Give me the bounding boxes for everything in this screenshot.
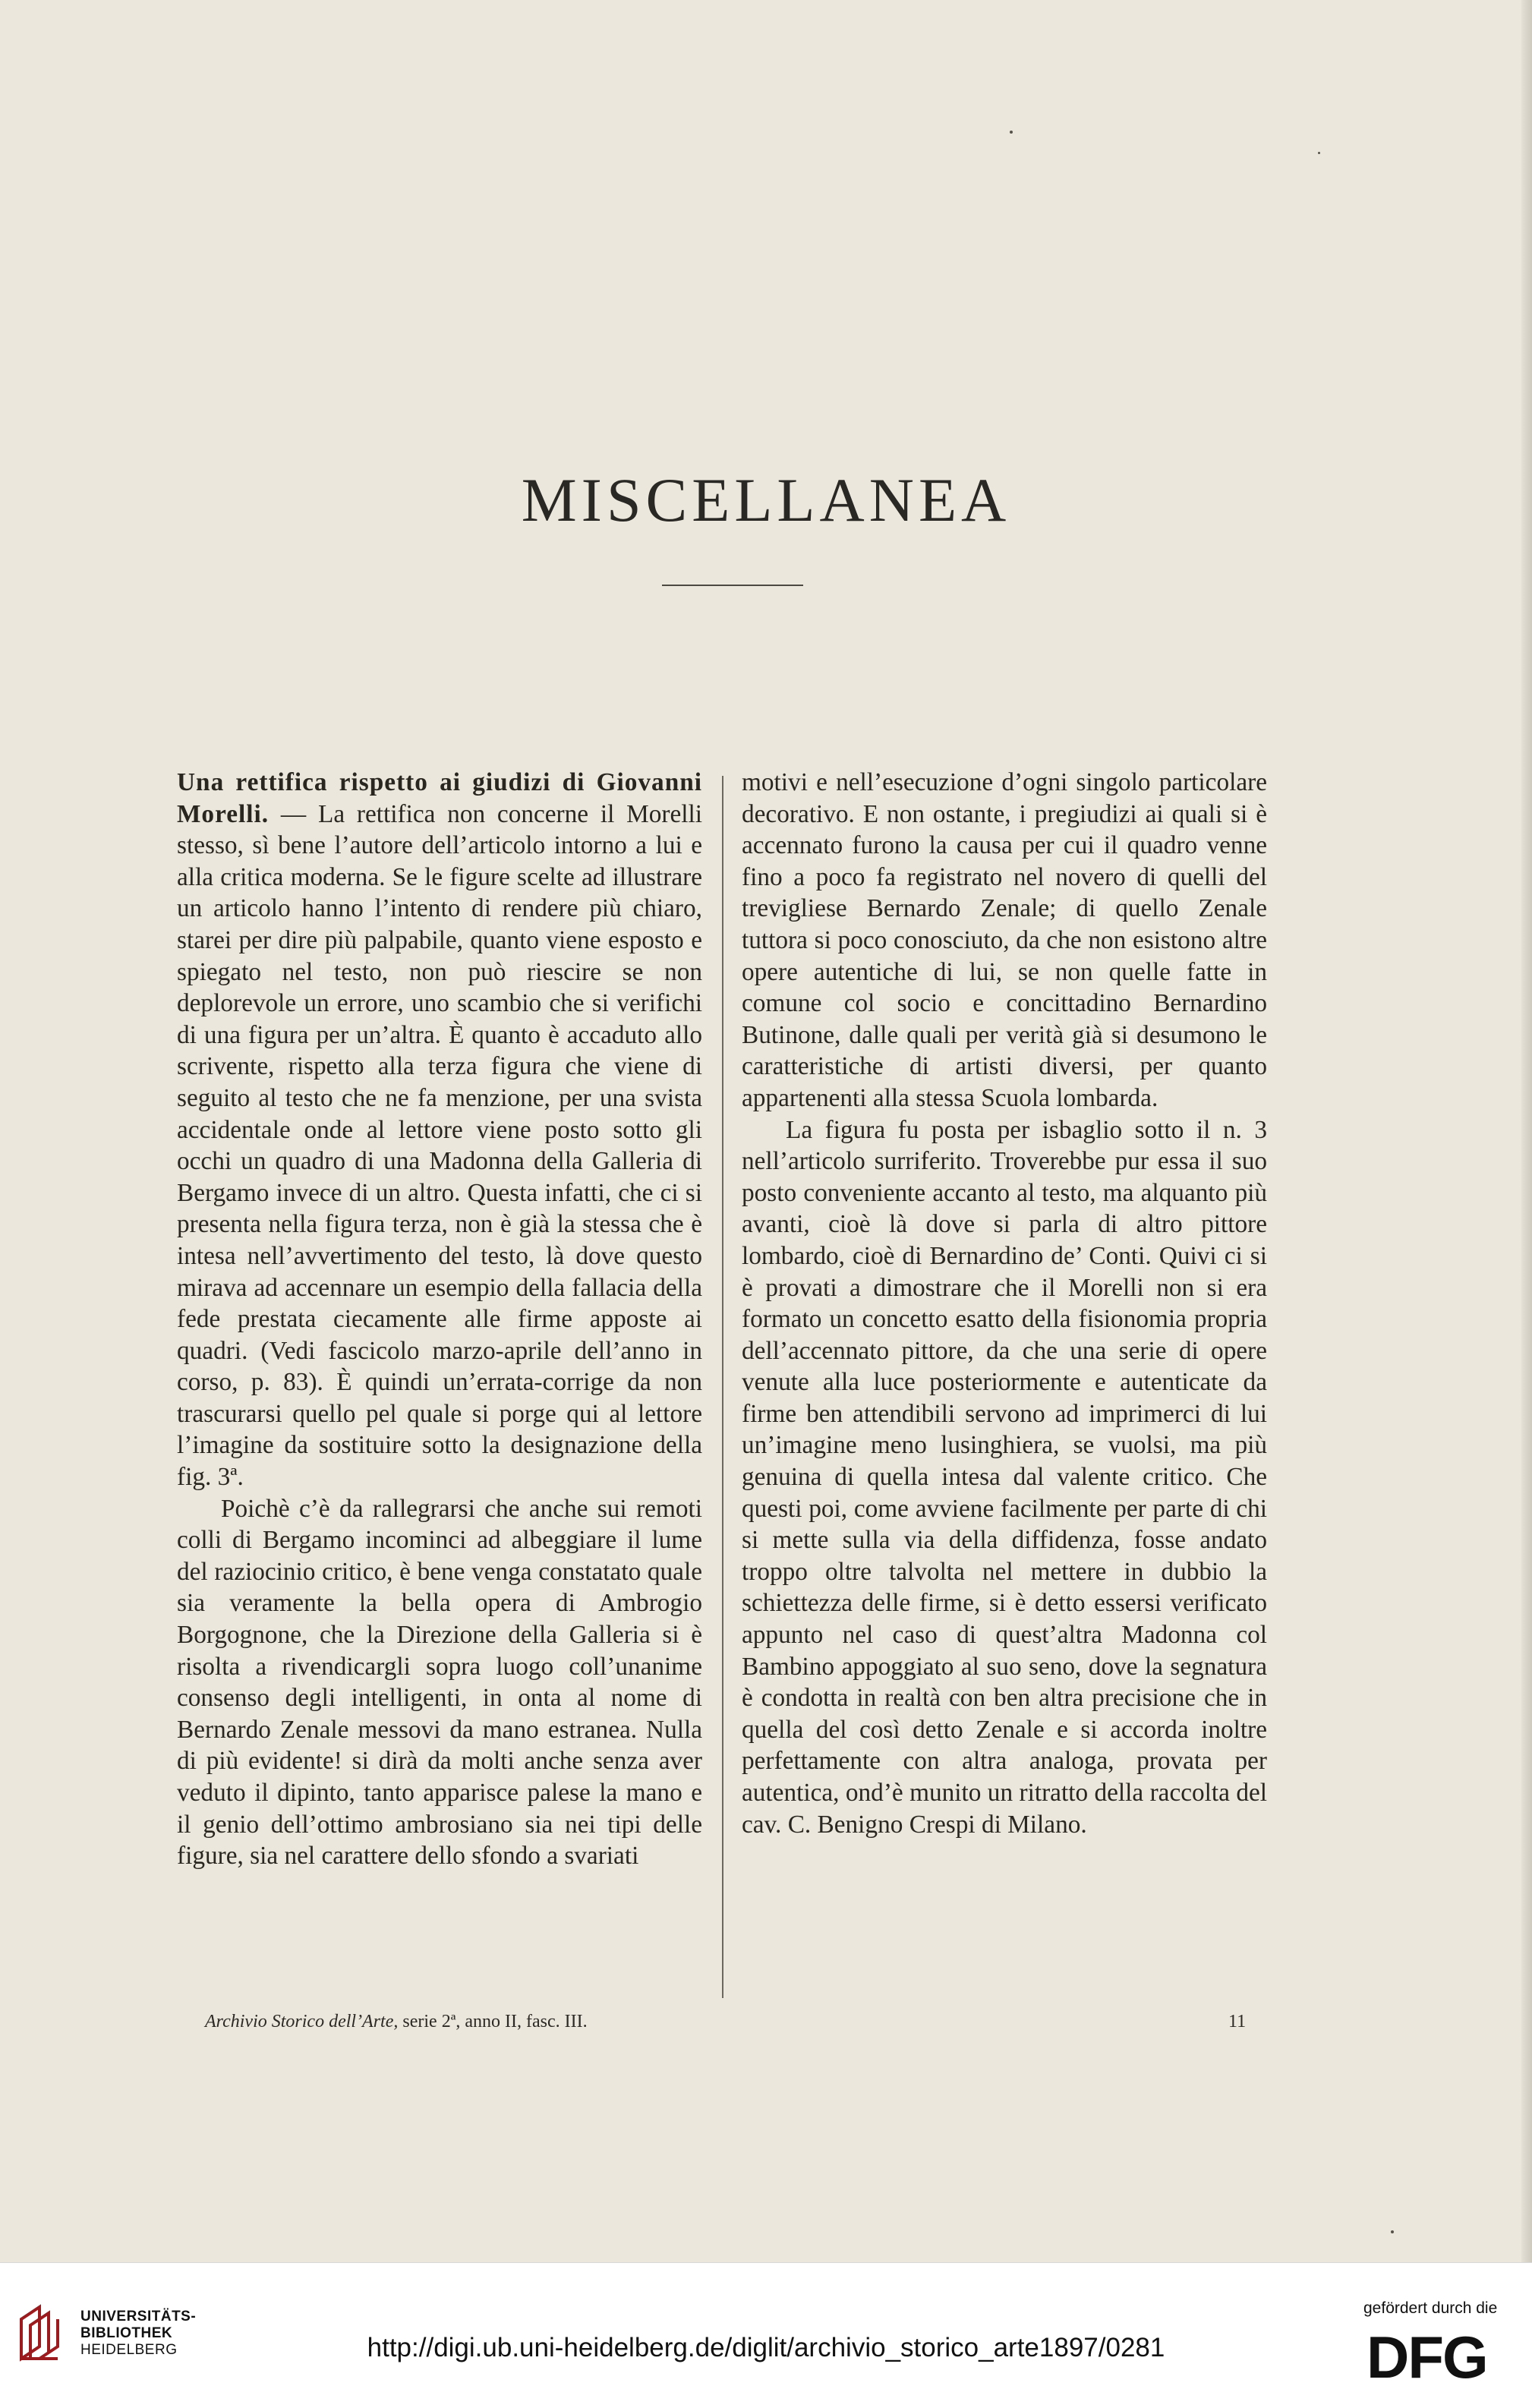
funded-by-label: gefördert durch die — [1363, 2299, 1498, 2317]
article-heading: Una rettifica rispetto ai giudizi di Giovanni Morelli. — [177, 768, 702, 828]
paragraph — [177, 767, 702, 1493]
viewer-footer-bar — [0, 2262, 1532, 2408]
speck — [1318, 152, 1320, 154]
speck — [1391, 2230, 1394, 2233]
left-column — [177, 767, 702, 1872]
dfg-logo[interactable]: DFG — [1367, 2324, 1487, 2391]
speck — [1010, 131, 1013, 134]
paragraph: motivi e nell’esecuzione d’ogni singolo particolare decorativo. E non ostante, i pregiudizi ai quali si è accennato furono la causa per cui il quadro venne fino a poco fa registrato nel novero di quelli del trevigliese Bernardo Zenale; di quello Zenale tuttora si poco conosciuto, da che non esistono altre opere autentiche di lui, se non quelle fatte in comune col socio e concittadino Bernardino Butinone, dalle quali per verità già si desumono le caratteristiche di artisti diversi, per quanto appartenenti alla stessa Scuola lombarda. — [742, 768, 1267, 1112]
right-column — [742, 767, 1267, 1840]
permalink-url[interactable]: http://digi.ub.uni-heidelberg.de/diglit/archivio_storico_arte1897/0281 — [367, 2333, 1165, 2362]
library-line: HEIDELBERG — [80, 2342, 178, 2358]
paragraph: La figura fu posta per isbaglio sotto il n. 3 nell’articolo surriferito. Troverebbe pur essa il suo posto conveniente accanto al testo, ma alquanto più avanti, cioè là dove si parla di altro pittore lombardo, cioè di Bernardino de’ Conti. Quivi ci si è provati a dimostrare che il Morelli non si era formato un concetto esatto della fisionomia propria dell’accennato pittore, da che una serie di opere venute alla luce posteriormente e autenticate da firme ben attendibili servono ad imprimerci di lui un’imagine meno lusinghiera, se vuolsi, ma più genuina di quella intesa dal valente critico. Che questi poi, come avviene facilmente per parte di chi si mette sulla via della diffidenza, fosse andato troppo oltre talvolta nel mettere in dubbio la schiettezza delle firme, si è detto essersi verificato appunto nel caso di quest’altra Madonna col Bambino appoggiato al suo seno, dove la segnatura è condotta in realtà con ben altra precisione che in quella del così detto Zenale e si accorda inoltre perfettamente con altra analoga, provata per autentica, ond’è munito un ritratto della raccolta del cav. C. Benigno Crespi di Milano. — [742, 1115, 1267, 1839]
paragraph-text: — La rettifica non concerne il Morelli stesso, sì bene l’autore dell’articolo intorno a lui e alla critica moderna. Se le figure scelte ad illustrare un articolo hanno l’intento di rendere più chiaro, starei per dire più palpabile, quanto viene esposto e spiegato nel testo, non può riescire se non deplorevole un errore, uno scambio che si verifichi di una figura per un’altra. È quanto è accaduto allo scrivente, rispetto alla terza figura che viene di seguito al testo che ne fa menzione, per una svista accidentale onde al lettore viene posto sotto gli occhi un quadro di una Madonna della Galleria di Bergamo invece di un altro. Questa infatti, che ci si presenta nella figura terza, non è già la stessa che è intesa nell’avvertimento del testo, là dove questo mirava ad accennare un esempio della fallacia della fede prestata ciecamente alle firme apposte ai quadri. (Vedi fascicolo marzo-aprile dell’anno in corso, p. 83). È quindi un’errata-corrige da non trascurarsi quello pel quale si porge qui al lettore l’imagine da sostituire sotto la designazione della fig. 3ª. — [177, 799, 702, 1492]
journal-details: serie 2ª, anno II, fasc. III. — [398, 2012, 588, 2031]
column-divider — [722, 776, 723, 1998]
title-divider — [662, 585, 803, 586]
page-number: 11 — [1228, 2012, 1247, 2031]
page-title: MISCELLANEA — [521, 465, 1011, 534]
journal-title: Archivio Storico dell’Arte, — [205, 2012, 399, 2031]
journal-footer — [205, 2012, 588, 2032]
library-line: BIBLIOTHEK — [80, 2325, 173, 2341]
library-line: UNIVERSITÄTS- — [80, 2309, 197, 2324]
paragraph: Poichè c’è da rallegrarsi che anche sui remoti colli di Bergamo incominci ad albeggiare il lume del raziocinio critico, è bene venga constatato quale sia veramente la bella opera di Ambrogio Borgognone, che la Direzione della Galleria si è risolta a rivendicargli sopra luogo coll’unanime consenso degli intelligenti, in onta al nome di Bernardo Zenale messovi da mano estranea. Nulla di più evidente! si dirà da molti anche senza aver veduto il dipinto, tanto apparisce palese la mano e il genio dell’ottimo ambrosiano sia nei tipi delle figure, sia nel carattere dello sfondo a svariati — [177, 1494, 702, 1871]
page-edge-shadow — [1521, 0, 1532, 2262]
